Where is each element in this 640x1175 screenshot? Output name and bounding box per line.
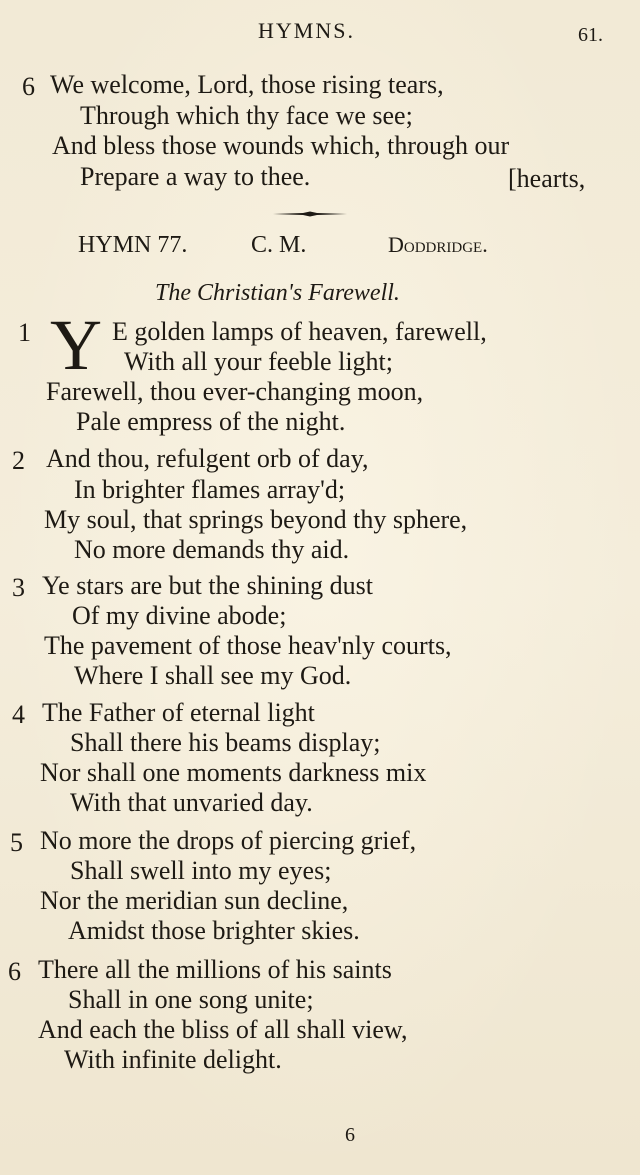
verse-line: Through which thy face we see; xyxy=(80,101,413,130)
verse-line: And each the bliss of all shall view, xyxy=(38,1015,408,1044)
verse-line: We welcome, Lord, those rising tears, xyxy=(50,70,444,99)
verse-line-turnover: [hearts, xyxy=(508,164,586,193)
verse-line: The pavement of those heav'nly courts, xyxy=(44,631,452,660)
verse-line: There all the millions of his saints xyxy=(38,955,392,984)
verse-line: And bless those wounds which, through our xyxy=(52,131,510,160)
verse-line: In brighter flames array'd; xyxy=(74,475,346,504)
verse-line: Pale empress of the night. xyxy=(76,407,346,436)
verse-line: Shall in one song unite; xyxy=(68,985,314,1014)
hymn-subtitle: The Christian's Farewell. xyxy=(155,280,400,306)
verse-line: Ye stars are but the shining dust xyxy=(42,571,374,600)
verse-line: With all your feeble light; xyxy=(124,347,393,376)
verse-line: Shall swell into my eyes; xyxy=(70,856,332,885)
verse-line: With that unvaried day. xyxy=(70,788,313,817)
verse-line: E golden lamps of heaven, farewell, xyxy=(112,317,487,346)
verse-number: 3 xyxy=(12,573,25,602)
hymn-author: Doddridge. xyxy=(388,232,488,257)
verse-line: Farewell, thou ever-changing moon, xyxy=(46,377,424,406)
signature-mark: 6 xyxy=(345,1124,355,1146)
verse-line: No more the drops of piercing grief, xyxy=(40,826,417,855)
verse-number: 2 xyxy=(12,446,25,475)
verse-line: Amidst those brighter skies. xyxy=(68,916,360,945)
verse-line: Of my divine abode; xyxy=(72,601,287,630)
verse-number: 1 xyxy=(18,318,31,347)
verse-number: 6 xyxy=(8,957,21,986)
verse-line: Nor the meridian sun decline, xyxy=(40,886,349,915)
verse-line: Nor shall one moments darkness mix xyxy=(40,758,427,787)
verse-line: Shall there his beams display; xyxy=(70,728,381,757)
verse-line: No more demands thy aid. xyxy=(74,535,350,564)
verse-line: The Father of eternal light xyxy=(42,698,315,727)
verse-line: With infinite delight. xyxy=(64,1045,282,1074)
ornamental-rule xyxy=(273,211,347,215)
page-number: 61. xyxy=(578,24,603,46)
hymn-meter: C. M. xyxy=(251,232,307,258)
verse-line: And thou, refulgent orb of day, xyxy=(46,444,369,473)
verse-line: Prepare a way to thee. xyxy=(80,162,311,191)
verse-number: 4 xyxy=(12,700,25,729)
hymn-title: HYMN 77. xyxy=(78,232,188,258)
verse-line: Where I shall see my God. xyxy=(74,661,352,690)
verse-line: My soul, that springs beyond thy sphere, xyxy=(44,505,468,534)
verse-number: 5 xyxy=(10,828,23,857)
verse-number: 6 xyxy=(22,72,35,101)
running-head: HYMNS. xyxy=(258,18,355,43)
drop-cap: Y xyxy=(50,305,102,385)
